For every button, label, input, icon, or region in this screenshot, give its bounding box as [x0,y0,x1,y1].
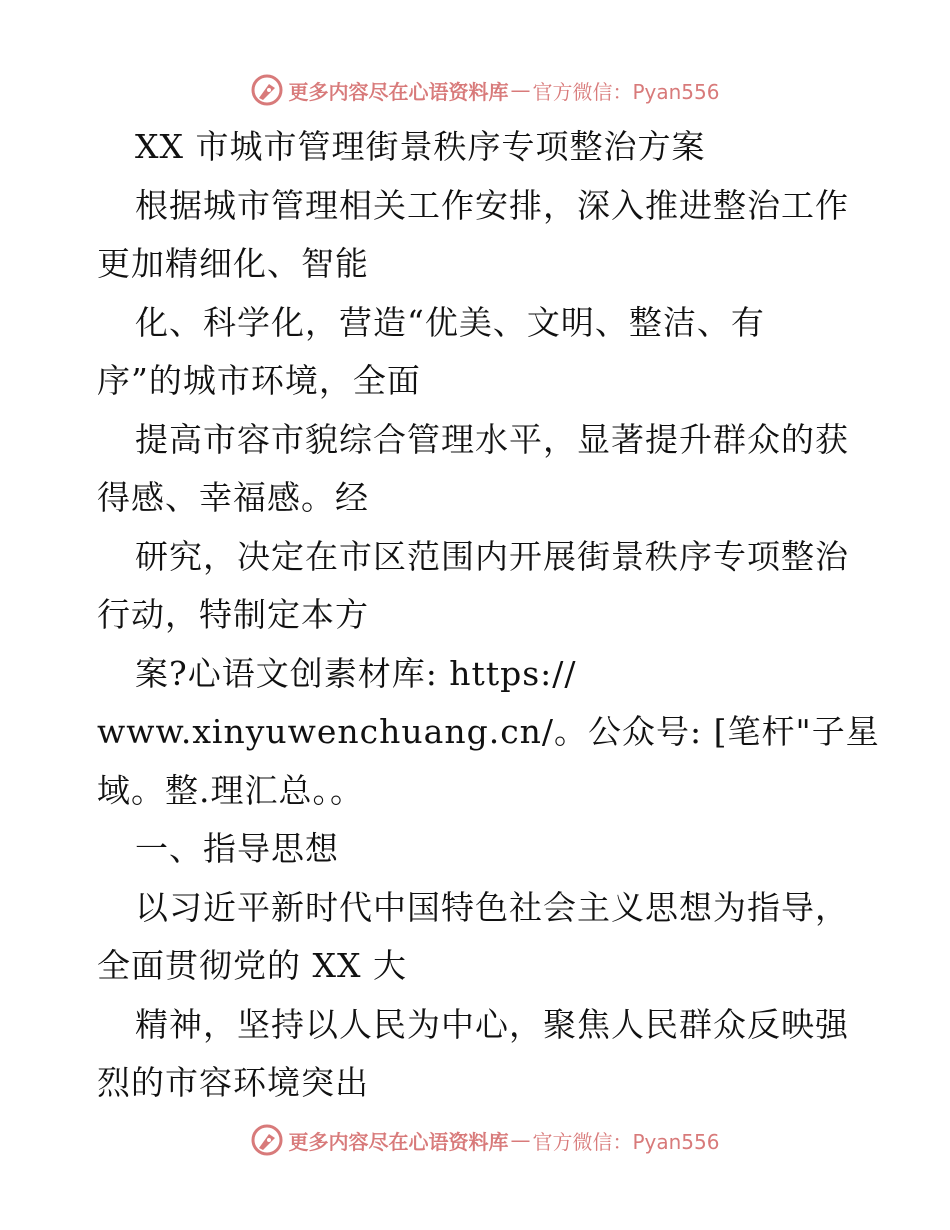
paragraph-line: 以习近平新时代中国特色社会主义思想为指导， [135,887,849,927]
paragraph-line: 得感、幸福感。经 [97,478,369,517]
footer-banner-text: 更多内容尽在心语资料库 [288,1129,509,1154]
pen-nib-icon [250,1123,284,1157]
paragraph-line: 化、科学化，营造“优美、文明、整洁、有 [135,302,765,342]
paragraph-line: 研究，决定在市区范围内开展街景秩序专项整治 [135,536,849,576]
paragraph-line: www.xinyuwenchuang.cn/。公众号: [笔杆"子星 [97,712,880,751]
header-banner-text: 更多内容尽在心语资料库 [288,79,509,104]
footer-banner-dash: — [510,1128,531,1152]
header-banner-dash: — [510,78,531,102]
paragraph-line: 案?心语文创素材库: https:// [135,653,577,693]
paragraph-line: 更加精细化、智能 [97,244,369,283]
paragraph-line: 提高市容市貌综合管理水平，显著提升群众的获 [135,419,849,459]
paragraph-line: 全面贯彻党的 XX 大 [97,946,407,985]
pen-nib-icon [250,73,284,107]
header-banner-wechat: 官方微信：Pyan556 [532,79,720,104]
paragraph-line: 烈的市容环境突出 [97,1063,369,1102]
paragraph-line: 根据城市管理相关工作安排，深入推进整治工作 [135,185,849,225]
paragraph-line: 行动，特制定本方 [97,595,369,634]
footer-banner-wechat: 官方微信：Pyan556 [532,1129,720,1154]
paragraph-line: 精神，坚持以人民为中心，聚焦人民群众反映强 [135,1004,849,1044]
document-body [97,118,880,1113]
header-banner [0,70,950,110]
paragraph-line: 序”的城市环境，全面 [97,361,421,400]
document-title: XX 市城市管理街景秩序专项整治方案 [135,127,706,166]
section-heading: 一、指导思想 [135,829,339,868]
footer-banner [0,1120,950,1160]
paragraph-line: 域。整.理汇总。。 [97,770,364,810]
header-banner-content [250,73,719,107]
footer-banner-content [250,1123,719,1157]
